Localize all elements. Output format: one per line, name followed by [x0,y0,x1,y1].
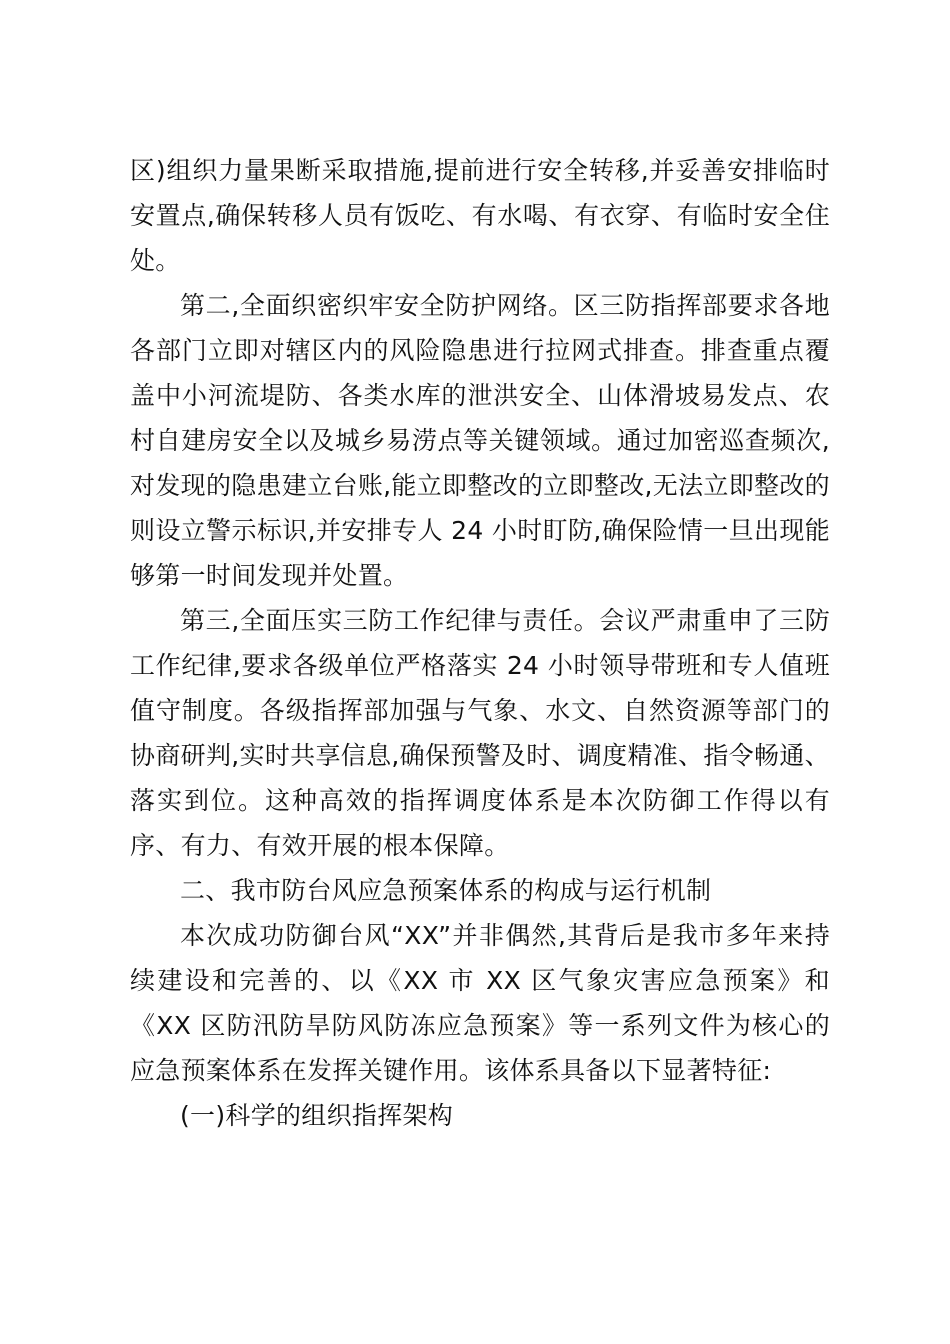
paragraph-third-measure: 第三,全面压实三防工作纪律与责任。会议严肃重申了三防工作纪律,要求各级单位严格落实 24 小时领导带班和专人值班值守制度。各级指挥部加强与气象、水文、自然资源等部门的协商研判,实时共享信息,确保预警及时、调度精准、指令畅通、落实到位。这种高效的指挥调度体系是本次防御工作得以有序、有力、有效开展的根本保障。 [130,606,830,860]
section-heading-two: 二、我市防台风应急预案体系的构成与运行机制 [180,876,712,905]
subsection-heading-one: (一)科学的组织指挥架构 [180,1101,454,1130]
document-body [130,148,830,1138]
paragraph-continuation: 区)组织力量果断采取措施,提前进行安全转移,并妥善安排临时安置点,确保转移人员有饭吃、有水喝、有衣穿、有临时安全住处。 [130,156,830,275]
paragraph-plan-system-intro: 本次成功防御台风“XX”并非偶然,其背后是我市多年来持续建设和完善的、以《XX 市 XX 区气象灾害应急预案》和《XX 区防汛防旱防风防冻应急预案》等一系列文件为核心的应急预案体系在发挥关键作用。该体系具备以下显著特征: [130,921,830,1085]
paragraph-second-measure: 第二,全面织密织牢安全防护网络。区三防指挥部要求各地各部门立即对辖区内的风险隐患进行拉网式排查。排查重点覆盖中小河流堤防、各类水库的泄洪安全、山体滑坡易发点、农村自建房安全以及城乡易涝点等关键领域。通过加密巡查频次,对发现的隐患建立台账,能立即整改的立即整改,无法立即整改的则设立警示标识,并安排专人 24 小时盯防,确保险情一旦出现能够第一时间发现并处置。 [130,291,830,590]
